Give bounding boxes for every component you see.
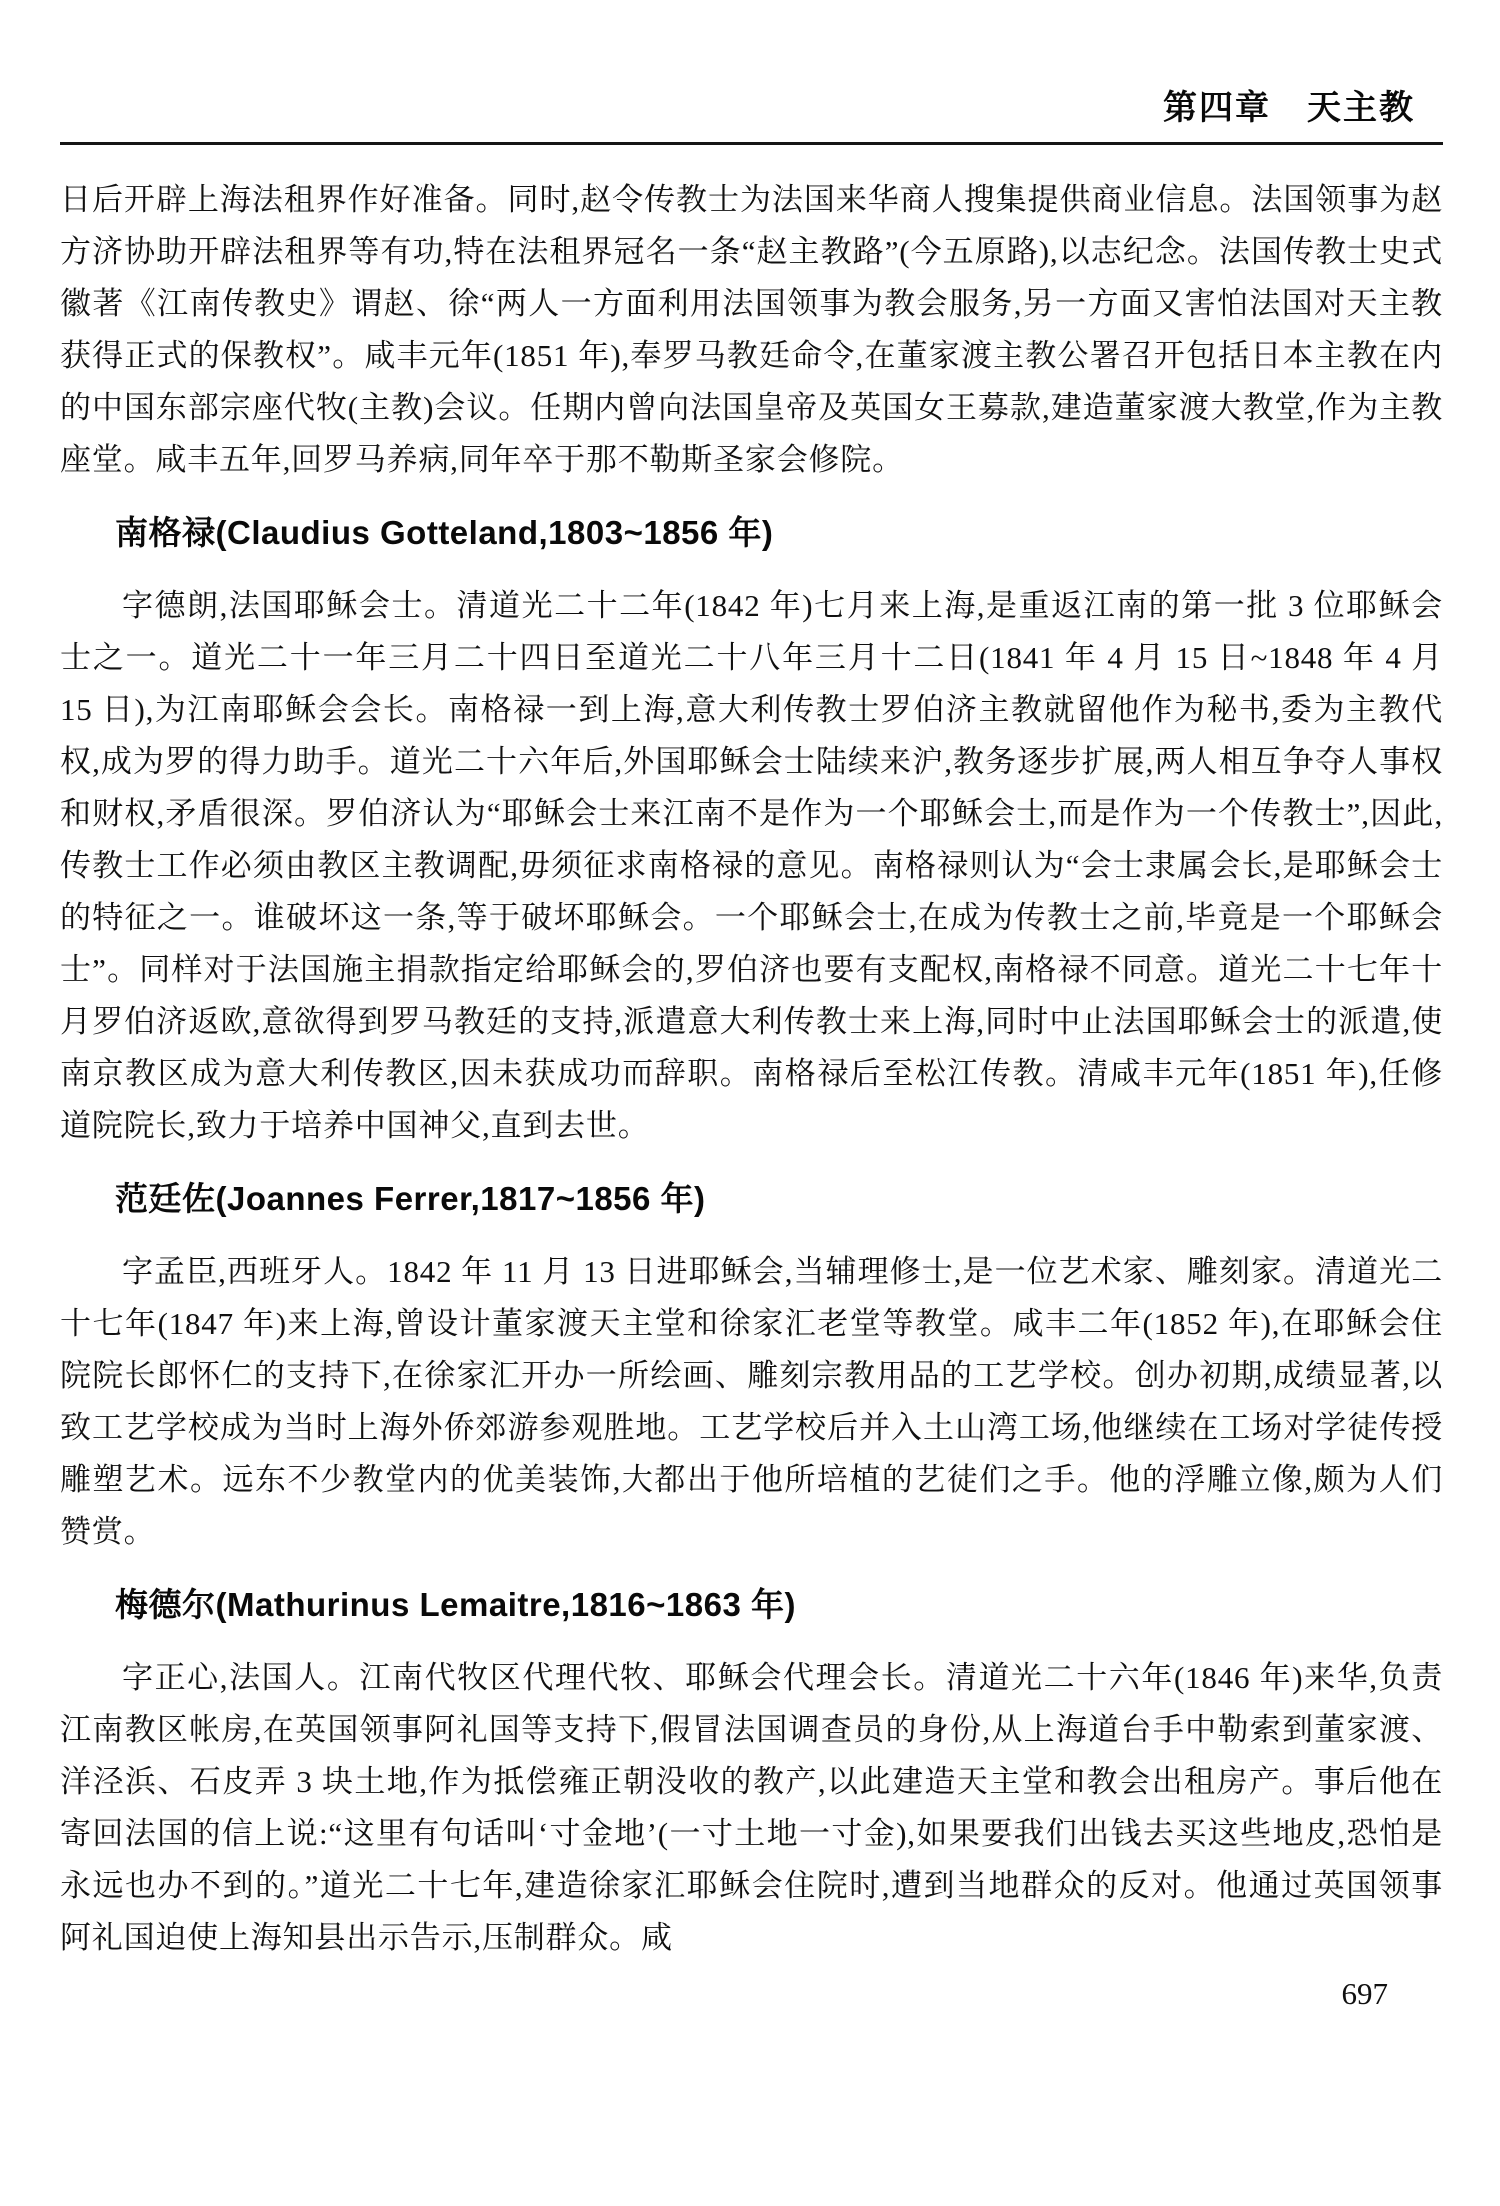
running-head-chapter-title: 第四章 天主教 [1163, 89, 1415, 127]
page-number: 697 [1341, 1976, 1388, 2011]
body-paragraph-meideer: 字正心,法国人。江南代牧区代理代牧、耶稣会代理会长。清道光二十六年(1846 年)来华,负责江南教区帐房,在英国领事阿礼国等支持下,假冒法国调查员的身份,从上海道台手中勒索到董家渡、洋泾浜、石皮弄 3 块土地,作为抵偿雍正朝没收的教产,以此建造天主堂和教会出租房产。事后他在寄回法国的信上说:“这里有句话叫‘寸金地’(一寸土地一寸金),如果要我们出钱去买这些地皮,恐怕是永远也办不到的。”道光二十七年,建造徐家汇耶稣会住院时,遭到当地群众的反对。他通过英国领事阿礼国迫使上海知县出示告示,压制群众。咸 [60, 1660, 1443, 1955]
body-paragraph-nangelu: 字德朗,法国耶稣会士。清道光二十二年(1842 年)七月来上海,是重返江南的第一批 3 位耶稣会士之一。道光二十一年三月二十四日至道光二十八年三月十二日(1841 年 4 月 15 日~1848 年 4 月 15 日),为江南耶稣会会长。南格禄一到上海,意大利传教士罗伯济主教就留他作为秘书,委为主教代权,成为罗的得力助手。道光二十六年后,外国耶稣会士陆续来沪,教务逐步扩展,两人相互争夺人事权和财权,矛盾很深。罗伯济认为“耶稣会士来江南不是作为一个耶稣会士,而是作为一个传教士”,因此,传教士工作必须由教区主教调配,毋须征求南格禄的意见。南格禄则认为“会士隶属会长,是耶稣会士的特征之一。谁破坏这一条,等于破坏耶稣会。一个耶稣会士,在成为传教士之前,毕竟是一个耶稣会士”。同样对于法国施主捐款指定给耶稣会的,罗伯济也要有支配权,南格禄不同意。道光二十七年十月罗伯济返欧,意欲得到罗马教廷的支持,派遣意大利传教士来上海,同时中止法国耶稣会士的派遣,使南京教区成为意大利传教区,因未获成功而辞职。南格禄后至松江传教。清咸丰元年(1851 年),任修道院院长,致力于培养中国神父,直到去世。 [60, 588, 1443, 1143]
section-heading-nangelu: 南格禄(Claudius Gotteland,1803~1856 年) [115, 514, 774, 551]
page-content [60, 174, 1443, 1964]
header-rule [60, 142, 1443, 145]
body-paragraph-fantingzuo: 字孟臣,西班牙人。1842 年 11 月 13 日进耶稣会,当辅理修士,是一位艺术家、雕刻家。清道光二十七年(1847 年)来上海,曾设计董家渡天主堂和徐家汇老堂等教堂。咸丰二年(1852 年),在耶稣会住院院长郎怀仁的支持下,在徐家汇开办一所绘画、雕刻宗教用品的工艺学校。创办初期,成绩显著,以致工艺学校成为当时上海外侨郊游参观胜地。工艺学校后并入土山湾工场,他继续在工场对学徒传授雕塑艺术。远东不少教堂内的优美装饰,大都出于他所培植的艺徒们之手。他的浮雕立像,颇为人们赞赏。 [60, 1254, 1443, 1549]
body-paragraph-continuation: 日后开辟上海法租界作好准备。同时,赵令传教士为法国来华商人搜集提供商业信息。法国领事为赵方济协助开辟法租界等有功,特在法租界冠名一条“赵主教路”(今五原路),以志纪念。法国传教士史式徽著《江南传教史》谓赵、徐“两人一方面利用法国领事为教会服务,另一方面又害怕法国对天主教获得正式的保教权”。咸丰元年(1851 年),奉罗马教廷命令,在董家渡主教公署召开包括日本主教在内的中国东部宗座代牧(主教)会议。任期内曾向法国皇帝及英国女王募款,建造董家渡大教堂,作为主教座堂。咸丰五年,回罗马养病,同年卒于那不勒斯圣家会修院。 [60, 182, 1443, 477]
section-heading-fantingzuo: 范廷佐(Joannes Ferrer,1817~1856 年) [115, 1180, 706, 1217]
section-heading-meideer: 梅德尔(Mathurinus Lemaitre,1816~1863 年) [115, 1586, 796, 1623]
